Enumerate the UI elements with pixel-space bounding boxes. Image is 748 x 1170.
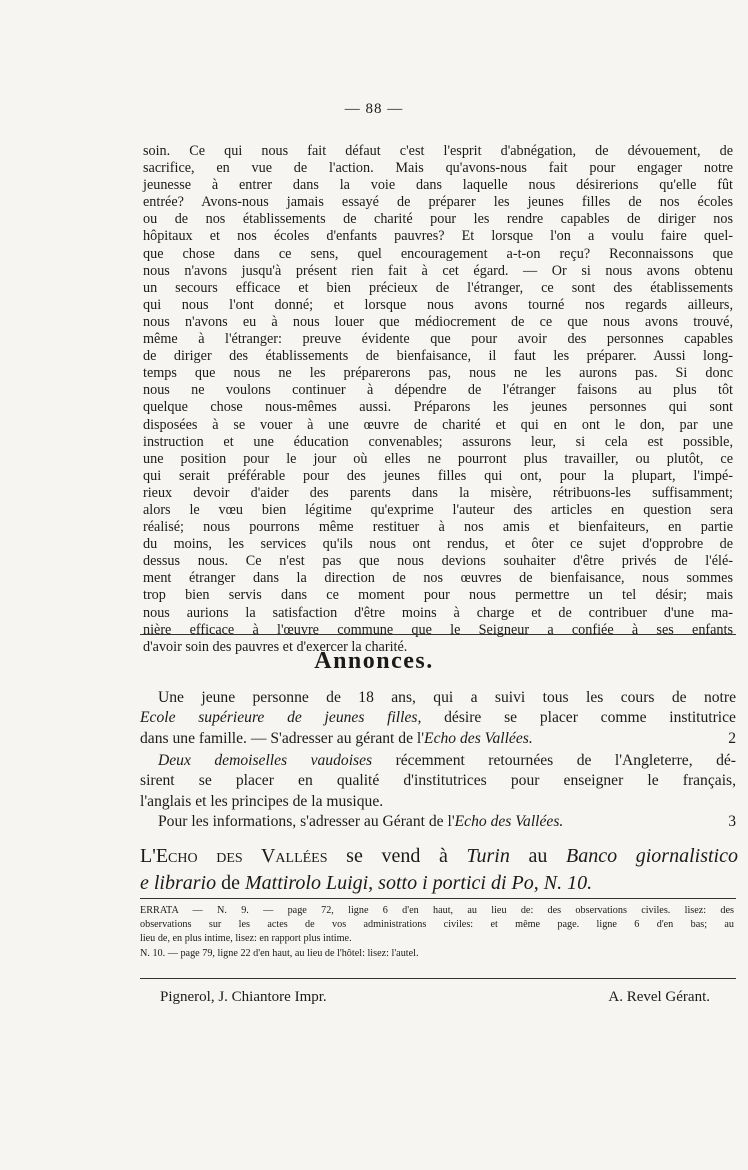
body-line: nous aurions la satisfaction d'être moins à charge et de contribuer d'une ma-	[143, 604, 733, 621]
announcement-number: 3	[728, 812, 736, 830]
sale-notice	[140, 843, 738, 897]
announcement-number: 2	[728, 729, 736, 747]
body-line: nous ne voulons continuer à dépendre de l'étranger faisons au plus tôt	[143, 382, 733, 399]
body-line: réalisé; nous pourrons même restituer à nos amis et bienfaiteurs, en partie	[143, 519, 733, 536]
city-name: Turin	[466, 845, 510, 867]
body-line: nous n'avons eu à nous louer que médiocrement de ce que nous avons trouvé,	[143, 313, 733, 330]
body-line: d'avoir soin des pauvres et d'exercer la charité.	[143, 638, 408, 655]
body-line: de diriger des établissements de bienfaisance, il faut les préparer. Aussi long-	[143, 348, 733, 365]
manager-credit: A. Revel Gérant.	[608, 989, 710, 1005]
newspaper-name: Echo des Vallées	[155, 845, 328, 867]
errata-line: N. 10. — page 79, ligne 22 d'en haut, au lieu de l'hôtel: lisez: l'autel.	[140, 947, 419, 959]
footer-divider	[140, 978, 736, 979]
announcement-1-text: désire se placer comme institutrice	[421, 709, 736, 727]
body-line: du moins, les services qu'ils nous ont rendus, et ôter ce sujet d'opprobre de	[143, 536, 733, 553]
announcement-1-text: dans une famille. — S'adresser au gérant de l'	[140, 729, 425, 747]
section-title: Annonces.	[314, 648, 434, 674]
announcement-2-subject: Deux demoiselles vaudoises	[158, 752, 373, 769]
sale-text: au	[509, 845, 567, 867]
sale-text: L'	[140, 845, 156, 867]
vendor-name: e librario	[140, 872, 217, 894]
body-line: jeunesse à entrer dans la voie dans laquelle nous désirerions qu'elle fût	[143, 177, 733, 194]
body-line: entrée? Avons-nous jamais essayé de préparer les jeunes filles de nos écoles	[143, 194, 733, 211]
announcement-2-text: Pour les informations, s'adresser au Gérant de l'	[158, 812, 455, 830]
announcement-2	[140, 751, 736, 832]
announcement-2-line	[140, 751, 736, 771]
announcement-1-line	[140, 729, 736, 749]
body-line: que chose dans ce sens, quel encouragement a-t-on reçu? Reconnaissons que	[143, 245, 733, 262]
issue-number: N. 10.	[543, 872, 593, 894]
body-line: sacrifice, en vue de l'action. Mais qu'avons-nous fait pour engager notre	[143, 160, 733, 177]
announcement-2-line: sirent se placer en qualité d'institutrices pour enseigner le français,	[140, 772, 736, 790]
vendor-name: Banco giornalistico	[566, 845, 738, 867]
sale-notice-line	[140, 843, 738, 870]
errata-line: lieu de, en plus intime, lisez: en rapport plus intime.	[140, 933, 352, 945]
body-line: nière efficace à l'œuvre commune que le Seigneur a confiée à ses enfants	[143, 621, 733, 638]
body-line: une position pour le jour où elles ne pourront plus travailler, ou plutôt, ce	[143, 450, 733, 467]
body-line: alors le vœu bien légitime qu'exprime l'auteur des articles en question sera	[143, 501, 733, 518]
sale-text: se vend à	[327, 845, 467, 867]
body-line: rieux devoir d'aider des parents dans la misère, rétribuons-les suffisamment;	[143, 484, 733, 501]
body-line: quelque chose nous-mêmes aussi. Préparons les jeunes personnes qui sont	[143, 399, 733, 416]
vendor-address: Mattirolo Luigi, sotto i portici di Po	[245, 872, 534, 894]
announcement-2-line	[140, 812, 736, 832]
body-line: instruction et une éducation convenables; assurons leur, si cela est possible,	[143, 433, 733, 450]
body-line: qui nous l'ont donné; et lorsque nous avons tourné nos regards ailleurs,	[143, 296, 733, 313]
errata-line: observations sur les actes de vos administrations civiles: et même page. ligne 6 d'en bas; au	[140, 919, 734, 931]
body-line: qui serait préférable pour des jeunes filles qui ont, pour la plupart, l'impé-	[143, 467, 733, 484]
school-name: Ecole supérieure de jeunes filles,	[140, 709, 422, 727]
body-line: ou de nos établissements de charité pour les rendre capables de diriger nos	[143, 211, 733, 228]
body-line: temps que nous ne les préparerons pas, nous ne les aurons pas. Si donc	[143, 365, 733, 382]
sale-text: ,	[533, 872, 544, 894]
body-line: nous n'avons jusqu'à présent rien fait à cet égard. — Or si nous avons obtenu	[143, 262, 733, 279]
announcement-1-line	[140, 708, 736, 728]
body-line: soin. Ce qui nous fait défaut c'est l'esprit d'abnégation, de dévouement, de	[143, 143, 733, 159]
body-line: hôpitaux et nos écoles d'enfants pauvres? Et lorsque l'on a voulu faire quel-	[143, 228, 733, 245]
body-line: même à l'étranger: preuve évidente que pour avoir des personnes capables	[143, 331, 733, 348]
announcement-2-text: récemment retournées de l'Angleterre, dé-	[372, 752, 736, 769]
body-line: un secours efficace et bien précieux de l'étranger, ce sont des établissements	[143, 279, 733, 296]
announcement-2-line: l'anglais et les principes de la musique.	[140, 792, 384, 810]
body-line: dessus nous. Ce n'est pas que nous devions souhaiter d'être privés de l'élé-	[143, 553, 733, 570]
errata-line: ERRATA — N. 9. — page 72, ligne 6 d'en haut, au lieu de: des observations civiles. lisez: des	[140, 905, 734, 916]
sale-text: de	[216, 872, 246, 894]
body-line: ment étranger dans la direction de nos œuvres de bienfaisance, nous sommes	[143, 570, 733, 587]
article-body	[143, 143, 733, 656]
section-divider	[140, 634, 736, 635]
body-line: disposées à se vouer à une œuvre de charité et qui en ont le don, par une	[143, 416, 733, 433]
sale-notice-line	[140, 870, 738, 897]
newspaper-name: Echo des Vallées.	[424, 729, 533, 747]
announcement-1-line: Une jeune personne de 18 ans, qui a suivi tous les cours de notre	[158, 689, 736, 706]
errata-notice	[140, 904, 734, 961]
printer-credit: Pignerol, J. Chiantore Impr.	[160, 989, 327, 1005]
announcement-1	[140, 688, 736, 749]
errata-divider	[140, 898, 736, 899]
page-number: — 88 —	[344, 101, 404, 117]
body-line: trop bien servis dans ce moment pour nous permettre un tel désir; mais	[143, 587, 733, 604]
newspaper-name: Echo des Vallées.	[454, 812, 564, 830]
